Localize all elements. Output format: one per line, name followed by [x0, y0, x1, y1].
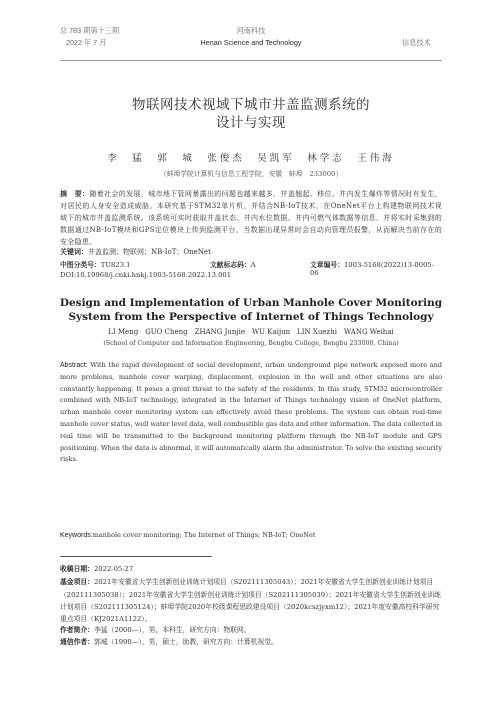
doc-code: 文献标志码：A: [210, 261, 256, 269]
affiliation-en: (School of Computer and Information Engineering, Bengbu College, Bengbu 233000, China): [103, 340, 399, 347]
affiliation-cn: （蚌埠学院计算机与信息工程学院，安徽 蚌埠 233000）: [159, 170, 343, 178]
keywords-en: Keywords:manhole cover monitoring; The Internet of Things; NB-IoT; OneNet: [60, 531, 316, 539]
fund-info: 基金项目：2021年安徽省大学生创新创业训练计划项目（S202111305043）；2021年安徽省大学生创新创业训练计划项目（202111305038）；2021年安徽省大学生创新创业训练计划项目（S202111305039）；2021年安徽省大学生创新创业训练计划项目（S202111305124）；蚌埠学院2020年校级课程思政建设项目（2020kcszjyxm12）；2021年度安徽高校科学研究重点项目（KJ2021A1122）。: [60, 578, 441, 623]
journal-name-cn: 河南科技: [236, 26, 266, 35]
title-en: Design and Implementation of Urban Manhole Cover Monitoring System from the Perspective of Internet of Things Technology: [59, 297, 443, 323]
authors-en: LI Meng GUO Cheng ZHANG Junjie WU Kaijun LIN Xuezhi WANG Weihai: [108, 328, 394, 336]
clc-number: 中图分类号：TU823.1: [60, 261, 131, 269]
abstract-en-label: Abstract:: [60, 362, 88, 369]
header-rule: [60, 60, 442, 61]
doi: DOI:10.19968/j.cnki.hnkj.1003-5168.2022.13.001: [60, 271, 232, 279]
journal-name-en: Henan Science and Technology: [200, 38, 302, 47]
footnote-rule: [60, 556, 212, 557]
author-bio: 作者简介：李猛（2000—），男，本科生，研究方向：物联网。: [60, 626, 251, 634]
running-header: [0, 26, 502, 56]
issue-number: 总 783 期第十三期: [60, 26, 120, 35]
abstract-cn: [60, 188, 442, 248]
abstract-cn-text: 随着社会的发展，城市地下管网暴露出的问题也越来越多，井盖翘起、移位、井内发生爆炸等情况时有发生，对居民的人身安全造成威胁。本研究基于STM32单片机，并结合NB-IoT技术，在OneNet平台上构建物联网技术视域下的城市井盖监测系统。该系统可实时获取井盖状态、井内水位数据、井内可燃气体数据等信息，并将实时采集到的数据通过NB-IoT模块和GPS定位模块上传到监测平台，当数据出现异常时会自动向管理员报警，从而解决当前存在的安全隐患。: [60, 190, 442, 246]
article-number: 文章编号：1003-5168(2022)13-0005-06: [310, 261, 435, 277]
issue-date: 2022 年 7 月: [66, 38, 107, 47]
abstract-en-text: With the rapid development of social development, urban underground pipe network exposed more and more problems, manhole cover warping, displacement, explosion in the well and other situations are also constantly happening. It poses a great threat to the safety of the residents. In this study, STM32 microcontroller combined with NB-IoT technology, integrated in the Internet of Things technology vision of OneNet platform, urban manhole cover monitoring system can effectively avoid these problems. The system can obtain real-time manhole cover status, well water level data, well combustible gas data and other information. The data collected in real time will be transmitted to the background monitoring platform through the NB-IoT module and GPS positioning. When the data is abnormal, it will automatically alarm the administrator. To solve the existing security risks.: [60, 361, 442, 464]
column-name: 信息技术: [402, 38, 431, 47]
received-date: 收稿日期：2022-05-27: [60, 565, 134, 573]
authors-cn: 李 猛 郭 城 张俊杰 吴凯军 林学志 王伟海: [107, 153, 395, 164]
abstract-cn-label: 摘 要：: [60, 189, 90, 198]
corresponding-author: 通信作者：郭城（1990—），男，硕士，助教，研究方向：计算机视觉。: [60, 638, 278, 646]
keywords-cn: 关键词：井盖监测；物联网；NB-IoT；OneNet: [60, 247, 211, 256]
abstract-en: [60, 360, 442, 466]
title-cn: 物联网技术视域下城市井盖监测系统的 设计与实现: [132, 97, 370, 131]
